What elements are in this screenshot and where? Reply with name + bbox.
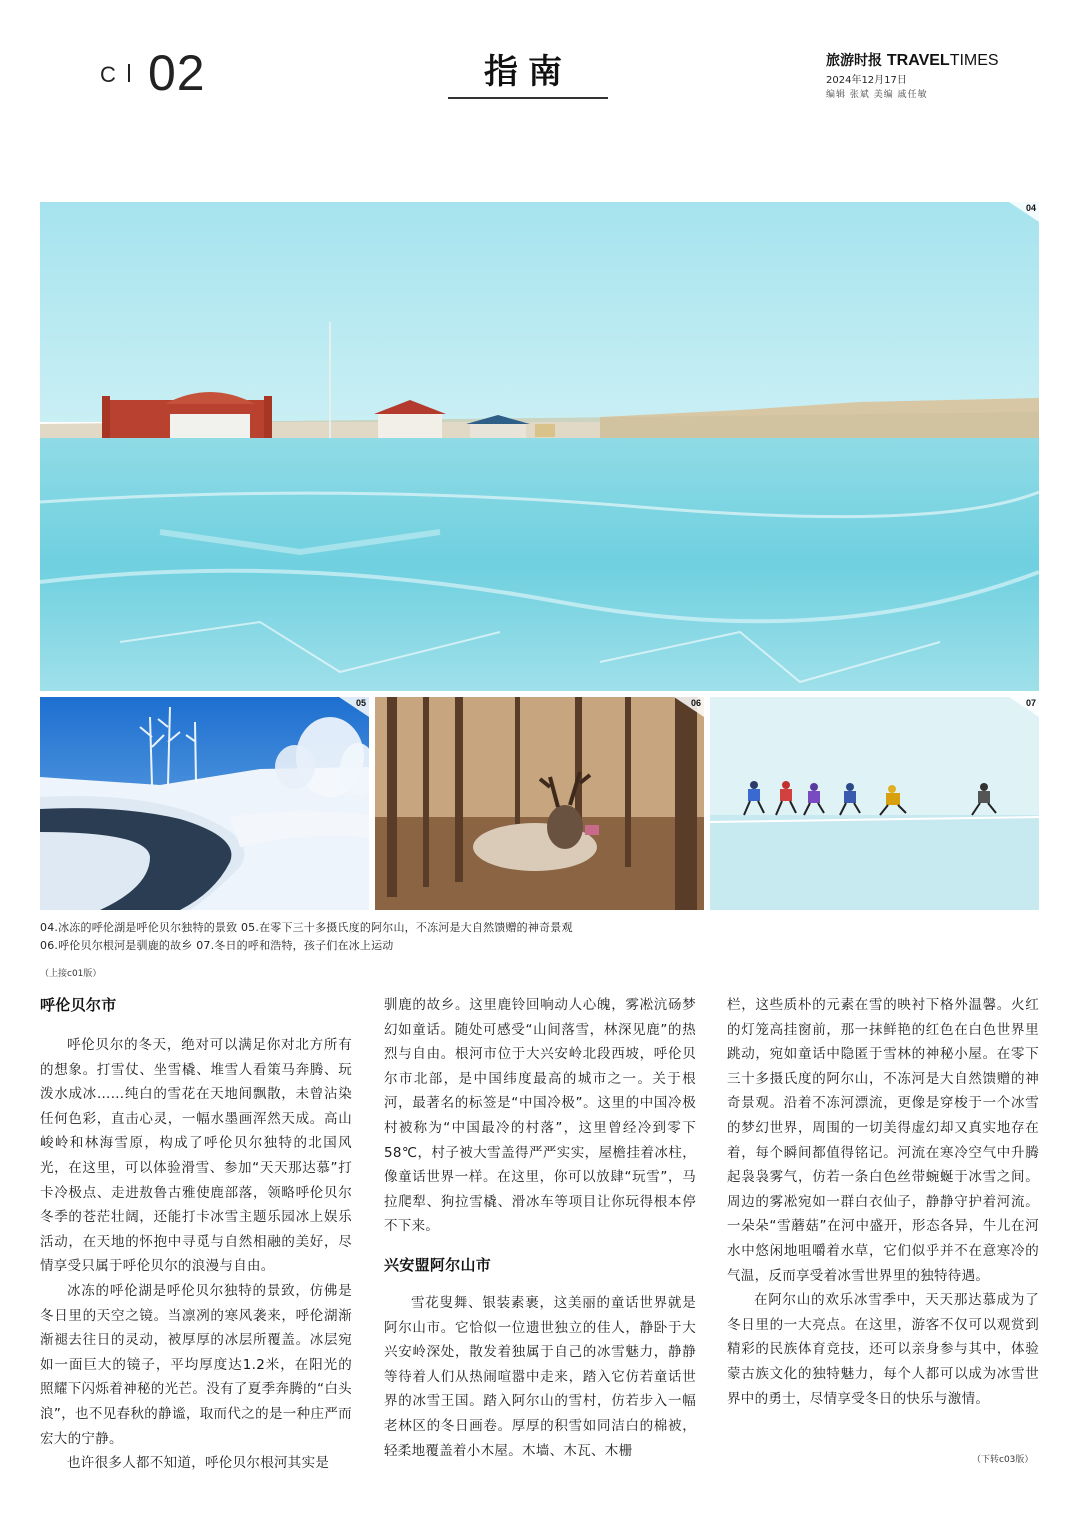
unfrozen-river-illustration [40,697,369,910]
section-title: 指南 [484,52,572,92]
continued-from-note: （上接c01版） [40,969,102,979]
page-number-divider [128,60,130,84]
paragraph: 雪花叟舞、银装素裹，这美丽的童话世界就是阿尔山市。它恰似一位遗世独立的佳人，静卧于大兴安岭深处，散发着独属于自己的冰雪魅力，静静等待着人们从热闹喧嚣中走来，踏入它仿若童话世界的冰雪王国。踏入阿尔山的雪村，仿若步入一幅老林区的冬日画卷。厚厚的积雪如同洁白的棉被，轻柔地覆盖着小木屋。木墙、木瓦、木栅 [384,1294,696,1459]
photo-reindeer [375,697,704,910]
paragraph: 在阿尔山的欢乐冰雪季中，天天那达慕成为了冬日里的一大亮点。在这里，游客不仅可以观赏到精彩的民族体育竞技，还可以亲身参与其中，体验蒙古族文化的独特魅力，每个人都可以成为冰雪世界中的勇士，尽情享受冬日的快乐与激情。 [727,1292,1039,1407]
photo-caption-line-1: 04.冰冻的呼伦湖是呼伦贝尔独特的景致 05.在零下三十多摄氏度的阿尔山，不冻河是大自然馈赠的神奇景观 [40,921,573,934]
frozen-lake-illustration [40,202,1039,691]
editors-credit: 编辑 张斌 美编 戚任敏 [826,90,928,100]
photo-caption-line-2: 06.呼伦贝尔根河是驯鹿的故乡 07.冬日的呼和浩特，孩子们在冰上运动 [40,939,394,952]
paragraph: 驯鹿的故乡。这里鹿铃回响动人心魄，雾凇沆砀梦幻如童话。随处可感受“山间落雪，林深见鹿”的热烈与自由。根河市位于大兴安岭北段西坡，呼伦贝尔市北部，是中国纬度最高的城市之一。关于根河，最著名的标签是“中国冷极”。这里的中国冷极村被称为“中国最冷的村落”，这里曾经冷到零下58℃，村子被大雪盖得严严实实，屋檐挂着冰柱，像童话世界一样。在这里，你可以放肆“玩雪”，马拉爬犁、狗拉雪橇、滑冰车等项目让你玩得根本停不下来。 [384,997,696,1235]
section-title-underline [448,97,608,99]
article-column-1 [40,993,352,1476]
paragraph: 冰冻的呼伦湖是呼伦贝尔独特的景致，仿佛是冬日里的天空之镜。当凛冽的寒风袭来，呼伦湖渐渐褪去往日的灵动，被厚厚的冰层所覆盖。冰层宛如一面巨大的镜子，平均厚度达1.2米，在阳光的照耀下闪烁着神秘的光芒。没有了夏季奔腾的“白头浪”，也不见春秋的静谧，取而代之的是一种庄严而宏大的宁静。 [40,1282,352,1447]
section-letter: C [100,62,116,87]
paragraph: 也许很多人都不知道，呼伦贝尔根河其实是 [67,1455,330,1472]
reindeer-illustration [375,697,704,910]
photo-number-tag-06: 06 [674,697,704,717]
photo-children-skating [710,697,1039,910]
article-column-2 [384,993,696,1463]
continued-to-note: （下转c03版） [972,1455,1034,1465]
photo-number-tag-07: 07 [1009,697,1039,717]
newspaper-name-cn: 旅游时报 [826,53,882,69]
article-column-3 [727,993,1039,1411]
photo-unfrozen-river [40,697,369,910]
photo-frozen-hulun-lake [40,202,1039,691]
page-number: 02 [148,45,206,101]
paragraph: 呼伦贝尔的冬天，绝对可以满足你对北方所有的想象。打雪仗、坐雪橇、堆雪人看策马奔腾、玩泼水成冰……纯白的雪花在天地间飘散，未曾沾染任何色彩，直击心灵，一幅水墨画浑然天成。高山峻岭和林海雪原，构成了呼伦贝尔独特的北国风光，在这里，可以体验滑雪、参加“天天那达慕”打卡冷极点、走进敖鲁古雅使鹿部落，领略呼伦贝尔冬季的苍茫壮阔，还能打卡冰雪主题乐园冰上娱乐活动，在天地的怀抱中寻觅与自然相融的美好，尽情享受只属于呼伦贝尔的浪漫与自由。 [40,1037,352,1275]
heading-arxan: 兴安盟阿尔山市 [384,1255,492,1274]
paragraph: 栏，这些质朴的元素在雪的映衬下格外温馨。火红的灯笼高挂窗前，那一抹鲜艳的红色在白色世界里跳动，宛如童话中隐匿于雪林的神秘小屋。在零下三十多摄氏度的阿尔山，不冻河是大自然馈赠的神奇景观。沿着不冻河漂流，更像是穿梭于一个冰雪的梦幻世界，周围的一切美得虚幻却又真实地存在着，每个瞬间都值得铭记。河流在寒冷空气中升腾起袅袅雾气，仿若一条白色丝带蜿蜒于冰雪之间。周边的雾凇宛如一群白衣仙子，静静守护着河流。一朵朵“雪蘑菇”在河中盛开，形态各异，牛儿在河水中悠闲地咀嚼着水草，它们似乎并不在意寒冷的气温，反而享受着冰雪世界里的独特待遇。 [727,997,1039,1284]
newspaper-name [826,50,999,70]
newspaper-name-en-bold: TRAVEL [886,52,950,69]
photo-number-tag-04: 04 [1009,202,1039,222]
photo-number-tag-05: 05 [339,697,369,717]
skating-illustration [710,697,1039,910]
issue-date: 2024年12月17日 [826,75,907,86]
newspaper-name-en-light: TIMES [949,52,999,69]
heading-hulunbuir: 呼伦贝尔市 [40,996,117,1014]
